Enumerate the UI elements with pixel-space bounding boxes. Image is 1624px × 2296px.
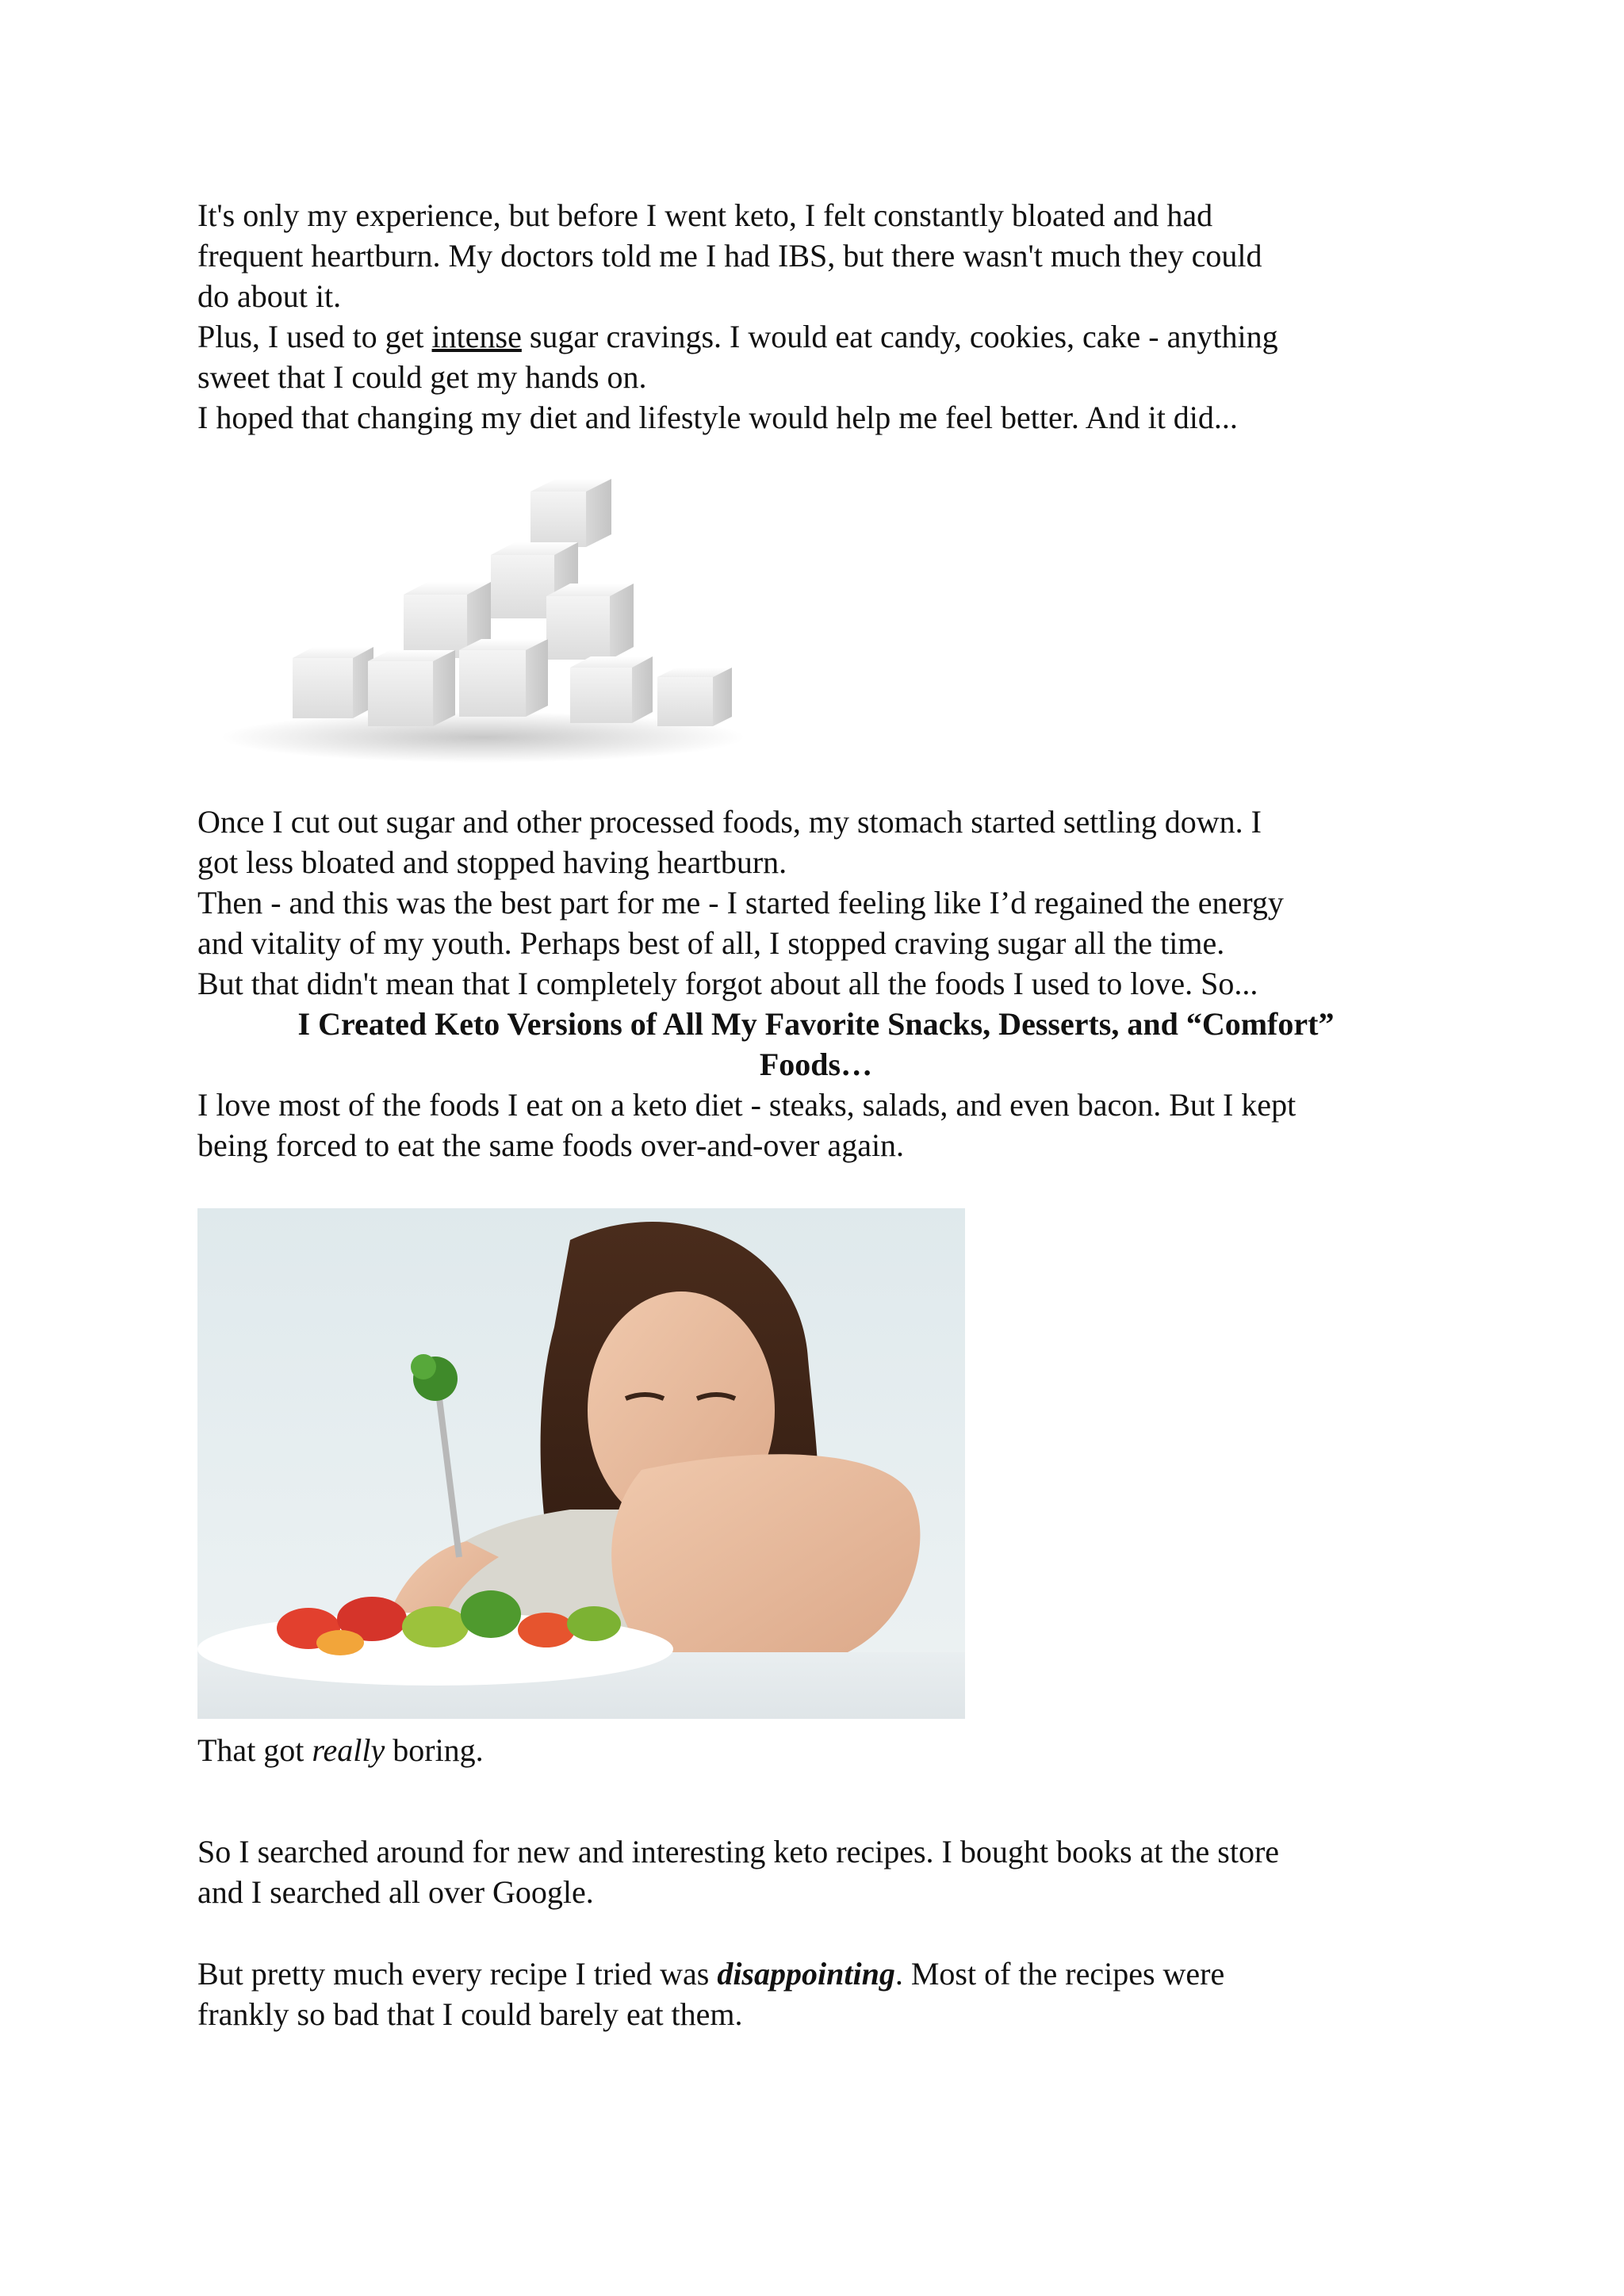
text-line: It's only my experience, but before I went keto, I felt constantly bloated and had: [197, 197, 1213, 233]
text-line: frankly so bad that I could barely eat them.: [197, 1996, 743, 2032]
heading-line: I Created Keto Versions of All My Favorite Snacks, Desserts, and “Comfort”: [297, 1006, 1335, 1042]
text-line: being forced to eat the same foods over-and-over again.: [197, 1127, 905, 1163]
text-span: Plus, I used to get: [197, 319, 432, 354]
text-span: boring.: [385, 1732, 484, 1768]
text-line: and vitality of my youth. Perhaps best of all, I stopped craving sugar all the time.: [197, 925, 1225, 961]
disappointing-paragraph: [197, 1954, 1434, 2034]
text-line: Then - and this was the best part for me - I started feeling like I’d regained the energy: [197, 885, 1284, 920]
text-line: So I searched around for new and interesting keto recipes. I bought books at the store: [197, 1834, 1280, 1869]
text-line: [197, 316, 1434, 357]
sugar-cubes-illustration: [197, 453, 808, 786]
text-span: sugar cravings. I would eat candy, cookies, cake - anything: [521, 319, 1278, 354]
heading-line: Foods…: [759, 1047, 873, 1082]
text-line: But that didn't mean that I completely forgot about all the foods I used to love. So...: [197, 966, 1258, 1001]
results-paragraph: [197, 802, 1434, 1165]
intro-paragraph: [197, 195, 1434, 438]
text-line: and I searched all over Google.: [197, 1874, 594, 1910]
text-line: I hoped that changing my diet and lifestyle would help me feel better. And it did...: [197, 400, 1238, 435]
sugar-cubes-image: [197, 453, 808, 786]
text-line: Once I cut out sugar and other processed foods, my stomach started settling down. I: [197, 804, 1262, 840]
text-line: do about it.: [197, 278, 342, 314]
text-line: [197, 1730, 1434, 1770]
boring-line: [197, 1730, 1434, 1770]
underlined-word: intense: [431, 319, 522, 354]
section-heading: [197, 1004, 1434, 1085]
search-paragraph: [197, 1831, 1434, 1912]
text-line: got less bloated and stopped having heartburn.: [197, 844, 787, 880]
text-span: That got: [197, 1732, 312, 1768]
text-line: frequent heartburn. My doctors told me I had IBS, but there wasn't much they could: [197, 238, 1262, 274]
bored-dieter-illustration: [197, 1208, 965, 1719]
text-line: I love most of the foods I eat on a keto diet - steaks, salads, and even bacon. But I kept: [197, 1087, 1297, 1123]
text-span: But pretty much every recipe I tried was: [197, 1956, 718, 1992]
italic-word: really: [312, 1732, 385, 1768]
text-span: . Most of the recipes were: [894, 1956, 1225, 1992]
text-line: sweet that I could get my hands on.: [197, 359, 647, 395]
bored-dieter-photo: [197, 1208, 965, 1719]
text-line: [197, 1954, 1434, 1994]
emphasized-word: disappointing: [717, 1956, 895, 1992]
